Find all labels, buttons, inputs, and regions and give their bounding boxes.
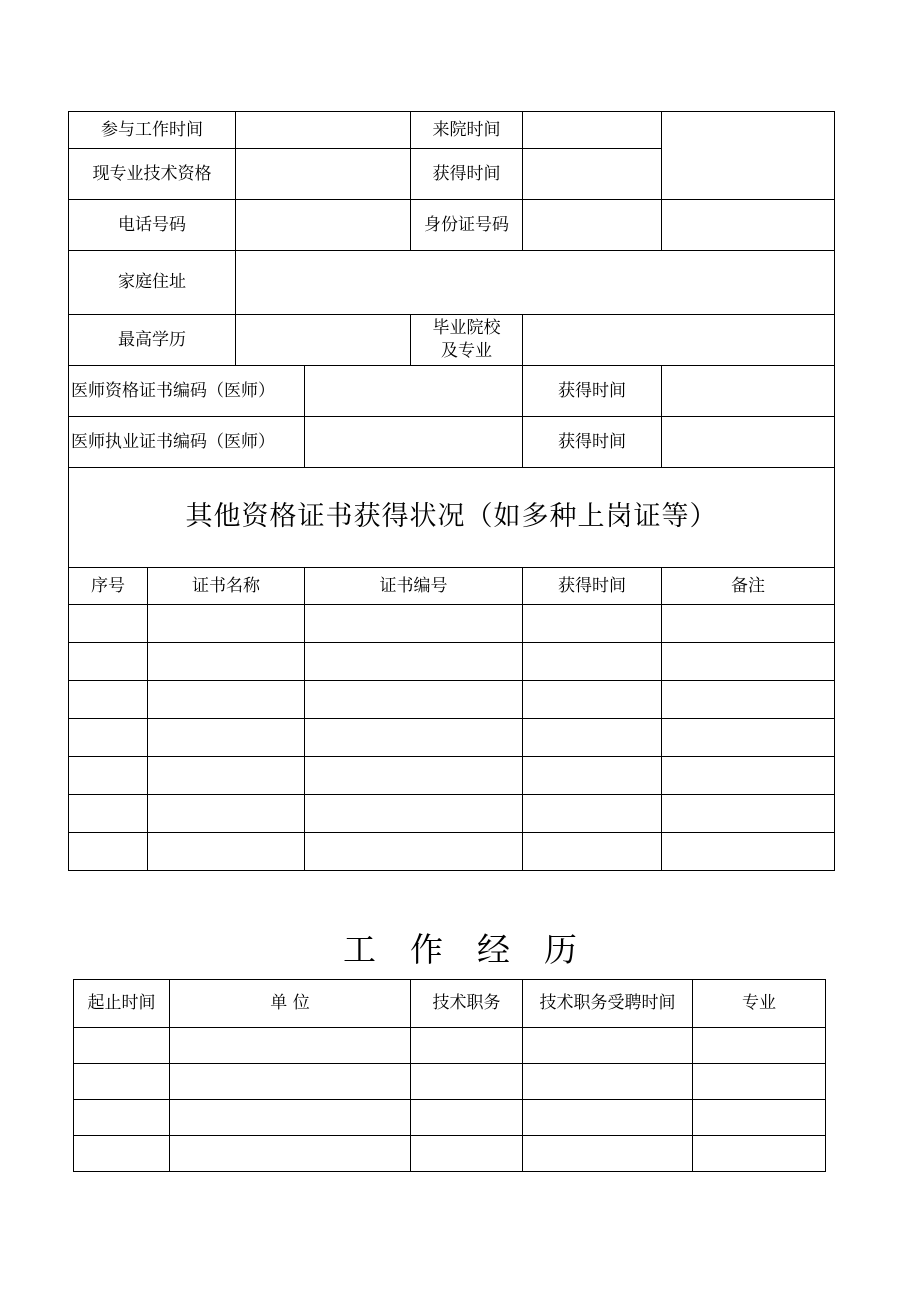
cert-cell[interactable]: [69, 833, 148, 871]
cert-cell[interactable]: [148, 719, 305, 757]
cert-cell[interactable]: [662, 833, 835, 871]
cert-cell[interactable]: [148, 795, 305, 833]
work-cell[interactable]: [411, 1064, 523, 1100]
school-major-label-line1: 毕业院校: [432, 318, 501, 339]
physician-practice-cert-label: 医师执业证书编码（医师）: [69, 417, 305, 468]
cert-cell[interactable]: [69, 681, 148, 719]
cert-cell[interactable]: [523, 681, 662, 719]
cert-cell[interactable]: [662, 795, 835, 833]
cert-cell[interactable]: [148, 757, 305, 795]
cert-cell[interactable]: [523, 605, 662, 643]
physician-qual-time-field[interactable]: [662, 366, 835, 417]
work-cell[interactable]: [74, 1064, 170, 1100]
cert-cell[interactable]: [148, 643, 305, 681]
personal-info-table: [68, 111, 835, 871]
work-header-unit: 单 位: [170, 980, 411, 1028]
work-cell[interactable]: [411, 1136, 523, 1172]
cert-cell[interactable]: [523, 795, 662, 833]
physician-practice-time-field[interactable]: [662, 417, 835, 468]
cert-cell[interactable]: [69, 795, 148, 833]
table-row: [69, 605, 835, 643]
cert-cell[interactable]: [148, 605, 305, 643]
physician-qual-cert-field[interactable]: [305, 366, 523, 417]
table-row: [69, 795, 835, 833]
table-row: [74, 1028, 826, 1064]
id-number-field[interactable]: [523, 200, 662, 251]
physician-qual-cert-label: 医师资格证书编码（医师）: [69, 366, 305, 417]
cert-cell[interactable]: [305, 605, 523, 643]
cert-cell[interactable]: [523, 833, 662, 871]
id-number-label: 身份证号码: [411, 200, 523, 251]
work-cell[interactable]: [74, 1100, 170, 1136]
table-row: [74, 1100, 826, 1136]
work-header-period: 起止时间: [74, 980, 170, 1028]
school-major-label: [411, 315, 523, 366]
cert-cell[interactable]: [305, 643, 523, 681]
physician-practice-time-label: 获得时间: [523, 417, 662, 468]
other-certificates-title: 其他资格证书获得状况（如多种上岗证等）: [69, 468, 835, 568]
qualification-time-field[interactable]: [523, 149, 662, 200]
work-cell[interactable]: [170, 1028, 411, 1064]
cert-cell[interactable]: [69, 643, 148, 681]
work-cell[interactable]: [74, 1136, 170, 1172]
home-address-label: 家庭住址: [69, 251, 236, 315]
cert-header-number: 证书编号: [305, 568, 523, 605]
table-row: [69, 643, 835, 681]
physician-qual-time-label: 获得时间: [523, 366, 662, 417]
photo-box[interactable]: [662, 112, 835, 200]
cert-cell[interactable]: [305, 681, 523, 719]
education-field[interactable]: [236, 315, 411, 366]
cert-cell[interactable]: [662, 605, 835, 643]
table-row: [69, 719, 835, 757]
table-row: [69, 833, 835, 871]
tech-qualification-label: 现专业技术资格: [69, 149, 236, 200]
join-hospital-field[interactable]: [523, 112, 662, 149]
cert-cell[interactable]: [69, 757, 148, 795]
cert-cell[interactable]: [305, 833, 523, 871]
school-major-field[interactable]: [523, 315, 835, 366]
cert-header-name: 证书名称: [148, 568, 305, 605]
join-hospital-label: 来院时间: [411, 112, 523, 149]
work-cell[interactable]: [74, 1028, 170, 1064]
table-row: [74, 1064, 826, 1100]
cert-cell[interactable]: [523, 719, 662, 757]
work-cell[interactable]: [411, 1100, 523, 1136]
work-cell[interactable]: [693, 1064, 826, 1100]
work-cell[interactable]: [693, 1028, 826, 1064]
work-cell[interactable]: [693, 1100, 826, 1136]
cert-cell[interactable]: [148, 833, 305, 871]
cert-cell[interactable]: [69, 719, 148, 757]
work-cell[interactable]: [523, 1136, 693, 1172]
cert-cell[interactable]: [148, 681, 305, 719]
cert-cell[interactable]: [662, 757, 835, 795]
table-row: [74, 1136, 826, 1172]
physician-practice-cert-field[interactable]: [305, 417, 523, 468]
education-label: 最高学历: [69, 315, 236, 366]
qualification-time-label: 获得时间: [411, 149, 523, 200]
work-experience-table: [73, 979, 826, 1172]
tech-qualification-field[interactable]: [236, 149, 411, 200]
cert-cell[interactable]: [69, 605, 148, 643]
cert-cell[interactable]: [305, 795, 523, 833]
work-cell[interactable]: [411, 1028, 523, 1064]
cert-cell[interactable]: [662, 643, 835, 681]
work-cell[interactable]: [523, 1100, 693, 1136]
work-cell[interactable]: [170, 1064, 411, 1100]
phone-label: 电话号码: [69, 200, 236, 251]
cert-cell[interactable]: [523, 757, 662, 795]
work-header-position: 技术职务: [411, 980, 523, 1028]
id-number-extra-field[interactable]: [662, 200, 835, 251]
school-major-label-line2: 及专业: [441, 341, 492, 361]
work-header-major: 专业: [693, 980, 826, 1028]
work-cell[interactable]: [170, 1136, 411, 1172]
work-cell[interactable]: [170, 1100, 411, 1136]
work-start-label: 参与工作时间: [69, 112, 236, 149]
table-row: [69, 757, 835, 795]
cert-cell[interactable]: [662, 681, 835, 719]
cert-cell[interactable]: [523, 643, 662, 681]
cert-cell[interactable]: [305, 719, 523, 757]
work-cell[interactable]: [693, 1136, 826, 1172]
cert-cell[interactable]: [662, 719, 835, 757]
work-start-field[interactable]: [236, 112, 411, 149]
phone-field[interactable]: [236, 200, 411, 251]
work-header-appointment-time: 技术职务受聘时间: [523, 980, 693, 1028]
table-row: [69, 681, 835, 719]
cert-cell[interactable]: [305, 757, 523, 795]
cert-header-time: 获得时间: [523, 568, 662, 605]
cert-header-remark: 备注: [662, 568, 835, 605]
cert-header-seq: 序号: [69, 568, 148, 605]
work-cell[interactable]: [523, 1028, 693, 1064]
work-experience-title: 工作经历: [343, 930, 611, 969]
home-address-field[interactable]: [236, 251, 835, 315]
work-cell[interactable]: [523, 1064, 693, 1100]
